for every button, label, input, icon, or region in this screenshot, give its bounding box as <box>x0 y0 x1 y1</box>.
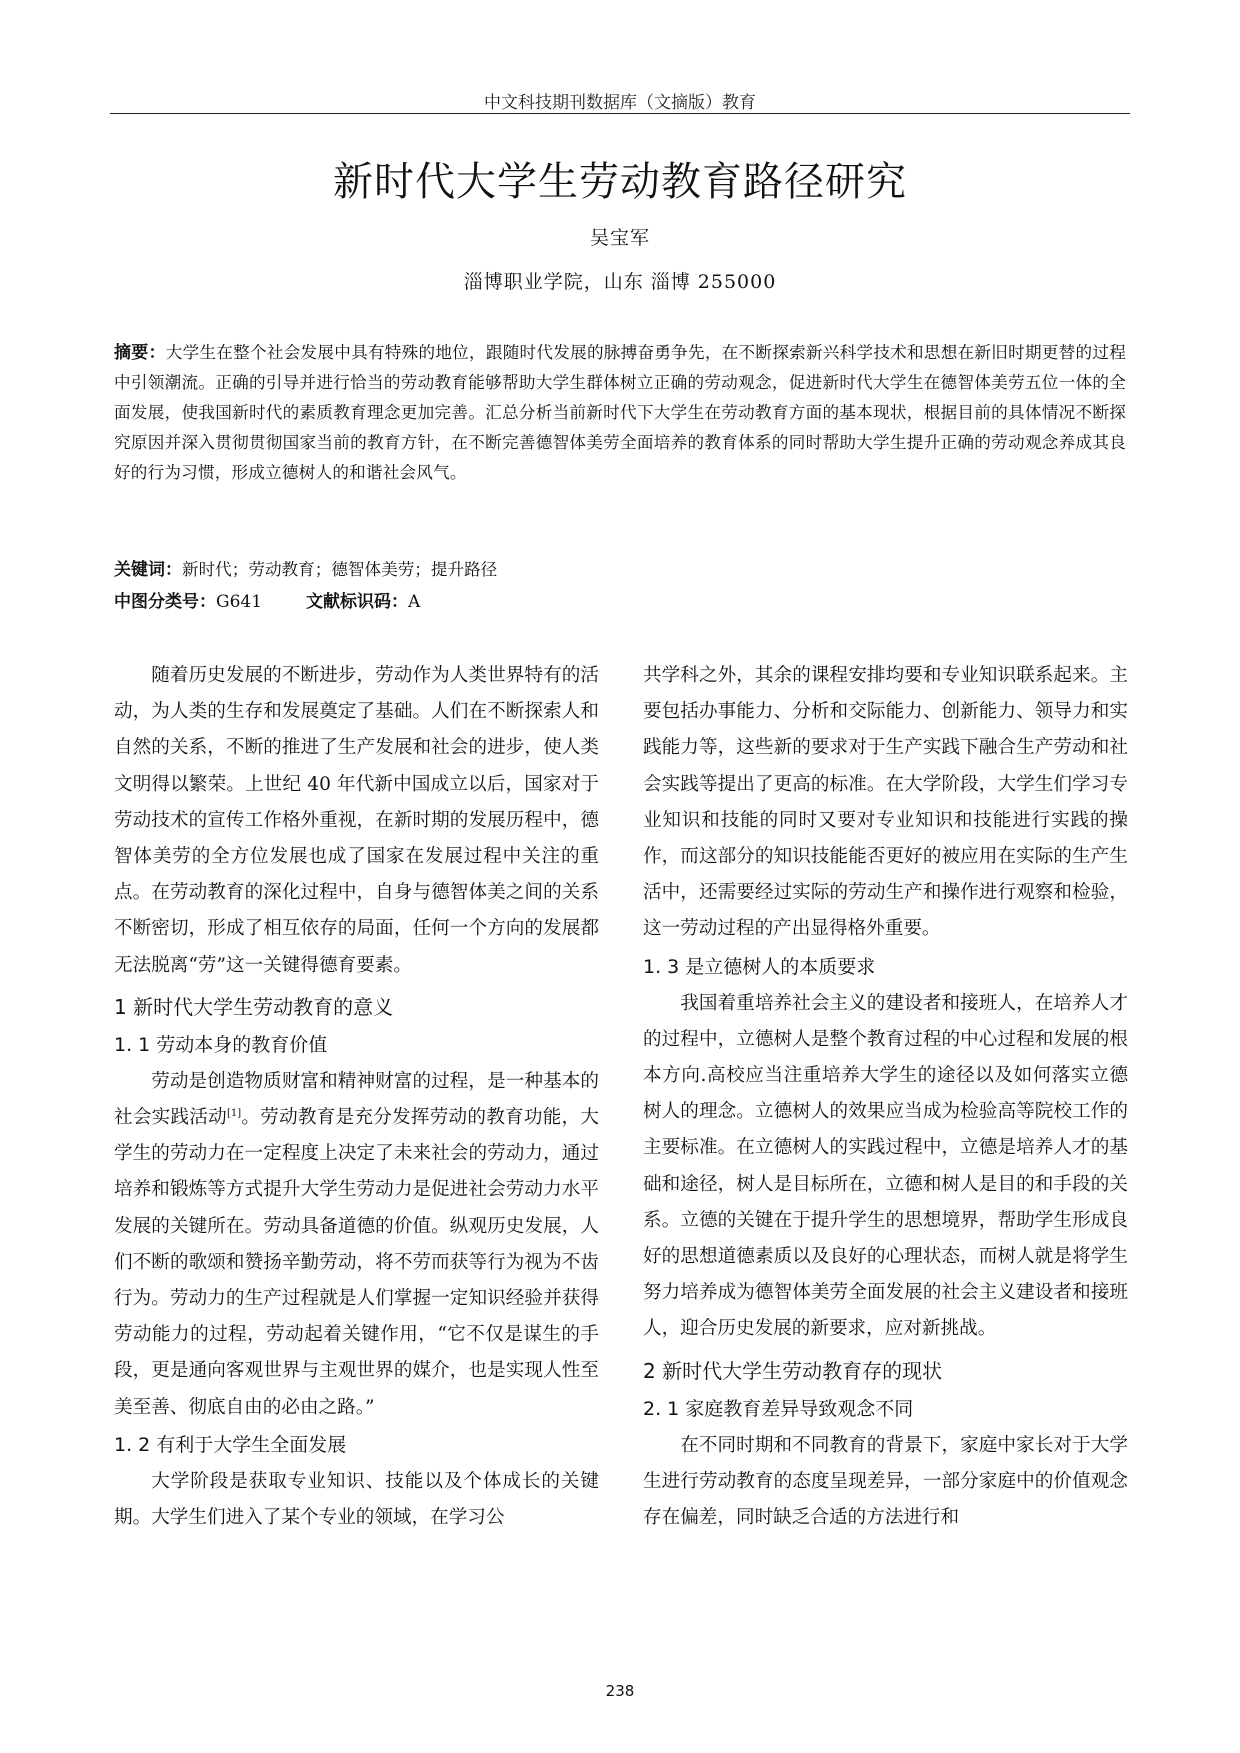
left-column <box>114 658 599 1536</box>
section-1-3-heading: 1. 3 是立德树人的本质要求 <box>643 955 876 978</box>
right-column <box>643 658 1128 1536</box>
section-1-1-text-b: 。劳动教育是充分发挥劳动的教育功能，大学生的劳动力在一定程度上决定了未来社会的劳动力，通过培养和锻炼等方式提升大学生劳动力是促进社会劳动力水平发展的关键所在。劳动具备道德的价值。纵观历史发展，人们不断的歌颂和赞扬辛勤劳动，将不劳而获等行为视为不齿行为。劳动力的生产过程就是人们掌握一定知识经验并获得劳动能力的过程，劳动起着关键作用，“它不仅是谋生的手段，更是通向客观世界与主观世界的媒介，也是实现人性至美至善、彻底自由的必由之路。” <box>114 1107 599 1418</box>
section-1-1-text-a: 劳动是创造物质财富和精神财富的过程，是一种基本的社会实践活动 <box>114 1070 599 1129</box>
abstract-text: 大学生在整个社会发展中具有特殊的地位，跟随时代发展的脉搏奋勇争先，在不断探索新兴科学技术和思想在新旧时期更替的过程中引领潮流。正确的引导并进行恰当的劳动教育能够帮助大学生群体树立正确的劳动观念，促进新时代大学生在德智体美劳五位一体的全面发展，使我国新时代的素质教育理念更加完善。汇总分析当前新时代下大学生在劳动教育方面的基本现状，根据目前的具体情况不断探究原因并深入贯彻贯彻国家当前的教育方针，在不断完善德智体美劳全面培养的教育体系的同时帮助大学生提升正确的劳动观念养成其良好的行为习惯，形成立德树人的和谐社会风气。 <box>114 343 1126 482</box>
section-1-1-paragraph <box>114 1064 599 1426</box>
page-number: 238 <box>605 1682 635 1700</box>
intro-paragraph: 随着历史发展的不断进步，劳动作为人类世界特有的活动，为人类的生存和发展奠定了基础。人们在不断探索人和自然的关系，不断的推进了生产发展和社会的进步，使人类文明得以繁荣。上世纪 40 年代新中国成立以后，国家对于劳动技术的宣传工作格外重视，在新时期的发展历程中，德智体美劳的全方位发展也成了国家在发展过程中关注的重点。在劳动教育的深化过程中，自身与德智体美之间的关系不断密切，形成了相互依存的局面，任何一个方向的发展都无法脱离“劳”这一关键得德育要素。 <box>114 665 599 976</box>
section-1-1-heading: 1. 1 劳动本身的教育价值 <box>114 1033 328 1056</box>
doc-code-value: A <box>408 592 421 612</box>
classification-line <box>114 587 1126 617</box>
abstract <box>114 338 1126 488</box>
section-1-2-paragraph-continued: 共学科之外，其余的课程安排均要和专业知识联系起来。主要包括办事能力、分析和交际能力、创新能力、领导力和实践能力等，这些新的要求对于生产实践下融合生产劳动和社会实践等提出了更高的标准。在大学阶段，大学生们学习专业知识和技能的同时又要对专业知识和技能进行实践的操作，而这部分的知识技能能否更好的被应用在实际的生产生活中，还需要经过实际的劳动生产和操作进行观察和检验，这一劳动过程的产出显得格外重要。 <box>643 665 1128 940</box>
header-rule <box>110 113 1130 114</box>
author-affiliation: 淄博职业学院，山东 淄博 255000 <box>463 271 777 293</box>
section-1-heading: 1 新时代大学生劳动教育的意义 <box>114 994 394 1019</box>
keywords <box>114 555 1126 585</box>
keywords-label: 关键词： <box>114 560 182 580</box>
article-title: 新时代大学生劳动教育路径研究 <box>333 159 907 205</box>
reference-marker[interactable]: [1] <box>227 1107 242 1119</box>
keywords-text: 新时代；劳动教育；德智体美劳；提升路径 <box>182 560 498 579</box>
section-2-heading: 2 新时代大学生劳动教育存的现状 <box>643 1358 943 1383</box>
doc-code-label: 文献标识码： <box>306 592 409 612</box>
section-2-1-heading: 2. 1 家庭教育差异导致观念不同 <box>643 1397 914 1420</box>
section-2-1-paragraph: 在不同时期和不同教育的背景下，家庭中家长对于大学生进行劳动教育的态度呈现差异，一部分家庭中的价值观念存在偏差，同时缺乏合适的方法进行和 <box>643 1434 1128 1529</box>
section-1-3-paragraph: 我国着重培养社会主义的建设者和接班人，在培养人才的过程中，立德树人是整个教育过程的中心过程和发展的根本方向.高校应当注重培养大学生的途径以及如何落实立德树人的理念。立德树人的效果应当成为检验高等院校工作的主要标准。在立德树人的实践过程中，立德是培养人才的基础和途径，树人是目标所在，立德和树人是目的和手段的关系。立德的关键在于提升学生的思想境界，帮助学生形成良好的思想道德素质以及良好的心理状态，而树人就是将学生努力培养成为德智体美劳全面发展的社会主义建设者和接班人，迎合历史发展的新要求，应对新挑战。 <box>643 992 1128 1340</box>
author-name: 吴宝军 <box>589 227 650 249</box>
abstract-label: 摘要： <box>114 343 166 363</box>
section-1-2-paragraph-start: 大学阶段是获取专业知识、技能以及个体成长的关键期。大学生们进入了某个专业的领域，在学习公 <box>114 1470 599 1529</box>
clc-label: 中图分类号： <box>114 592 216 612</box>
running-header: 中文科技期刊数据库（文摘版）教育 <box>484 93 756 113</box>
clc-value: G641 <box>216 592 263 612</box>
section-1-2-heading: 1. 2 有利于大学生全面发展 <box>114 1433 347 1456</box>
